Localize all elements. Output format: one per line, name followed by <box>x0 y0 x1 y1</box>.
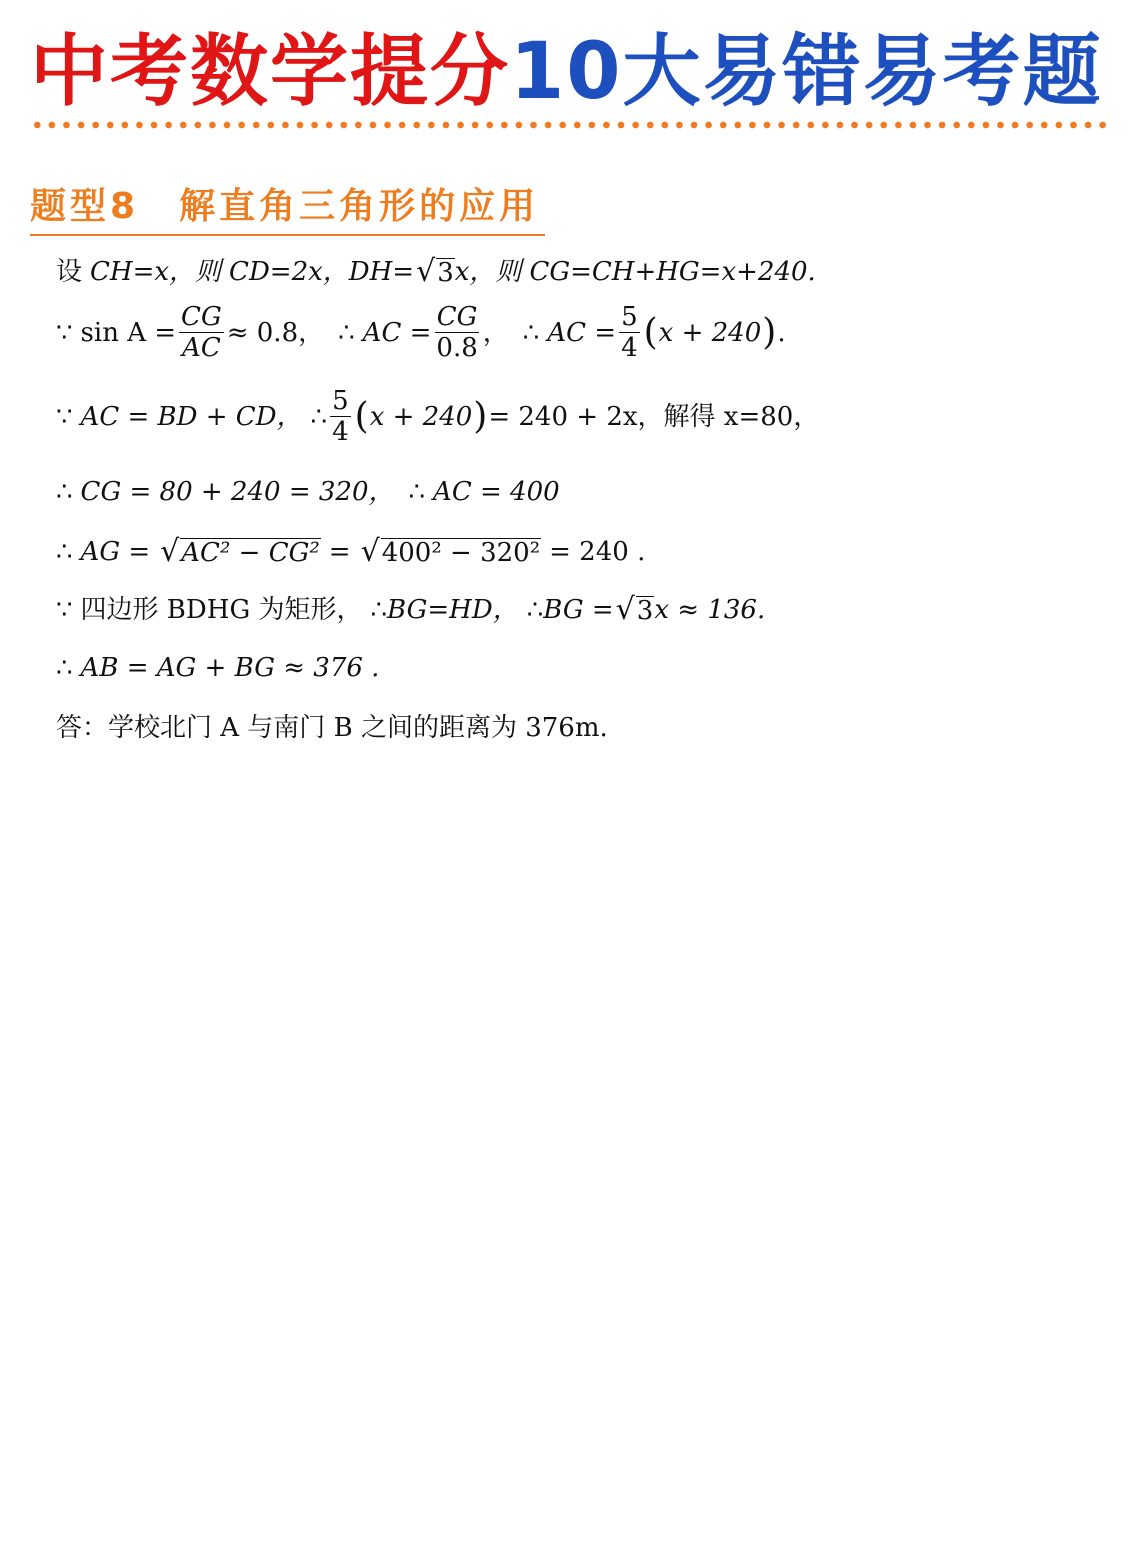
because-symbol: ∵ <box>56 401 73 432</box>
text-comma: ， <box>482 317 509 348</box>
therefore-symbol: ∴ <box>56 653 73 683</box>
therefore-symbol: ∴ <box>310 401 328 432</box>
text-x-240: x + 240 <box>658 317 762 348</box>
text-equals: = <box>328 537 351 567</box>
text-bg-eq: BG = <box>543 595 614 625</box>
text-sin-a: sin A = <box>80 317 177 348</box>
section-label: 题型8 <box>30 186 140 227</box>
title-blue-part: 10大易错易考题 <box>510 27 1103 117</box>
text-she: 设 <box>56 257 83 287</box>
fraction-5-4: $\frac{5}{4}$ <box>332 386 349 447</box>
text-ab-result: AB = AG + BG ≈ 376 . <box>80 653 380 683</box>
solution-line-2: ∵ sin A = $\frac{CG}{AC}$ ≈ 0.8， ∴ AC = $\frac{CG}{0.8}$ ， ∴ AC = $\frac{5}{4}$ ( x + 240 ) . <box>56 302 786 363</box>
text-ac-eq-2: AC = <box>547 317 617 348</box>
text-x-then: x，则 <box>454 257 522 287</box>
text-cd-2x: CD=2x，DH= <box>229 257 415 287</box>
text-cg-value: CG = 80 + 240 = 320， <box>80 477 395 507</box>
text-approx: ≈ 0.8， <box>226 317 325 348</box>
solution-line-4 <box>56 470 560 514</box>
text-answer: 答：学校北门 A 与南门 B 之间的距离为 376m. <box>56 713 608 743</box>
text-bg-hd: BG=HD， <box>387 595 519 625</box>
text-ac-eq: AC = <box>362 317 432 348</box>
therefore-symbol: ∴ <box>56 477 73 507</box>
solution-line-5 <box>56 530 645 574</box>
therefore-symbol: ∴ <box>370 595 388 625</box>
text-ac-bd-cd: AC = BD + CD， <box>80 401 303 432</box>
solution-line-1 <box>56 250 816 294</box>
text-bg-approx: x ≈ 136. <box>654 595 766 625</box>
fraction-cg-ac: $\frac{CG}{AC}$ <box>181 302 222 363</box>
because-symbol: ∵ <box>56 595 73 625</box>
text-solve-x: = 240 + 2x，解得 x=80， <box>488 401 820 432</box>
therefore-symbol: ∴ <box>522 317 540 348</box>
sqrt-ac-cg: √ AC² − CG² <box>160 534 320 569</box>
sqrt-400-320: √ 400² − 320² <box>360 534 541 569</box>
title-red-part: 中考数学提分 <box>30 27 511 117</box>
text-x-240: x + 240 <box>369 401 473 432</box>
solution-line-3: ∵ AC = BD + CD， ∴ $\frac{5}{4}$ ( x + 240 ) = 240 + 2x，解得 x=80， <box>56 386 820 447</box>
page-title <box>30 22 1120 122</box>
fraction-cg-08: $\frac{CG}{0.8}$ <box>436 302 478 363</box>
text-ag-result: = 240 . <box>549 537 646 567</box>
text-ac-value: AC = 400 <box>433 477 560 507</box>
sqrt-3: √ 3 <box>416 254 454 289</box>
therefore-symbol: ∴ <box>526 595 544 625</box>
therefore-symbol: ∴ <box>338 317 355 348</box>
section-heading <box>30 180 545 236</box>
solution-line-6 <box>56 588 765 632</box>
answer-line <box>56 706 608 750</box>
section-name: 解直角三角形的应用 <box>179 186 540 227</box>
therefore-symbol: ∴ <box>408 477 426 507</box>
dotted-divider <box>30 120 1106 130</box>
text-ch-x: CH=x，则 <box>90 257 222 287</box>
fraction-5-4: $\frac{5}{4}$ <box>621 302 638 363</box>
text-period: . <box>777 317 786 348</box>
because-symbol: ∵ <box>56 317 73 348</box>
text-ag-eq: AG = <box>80 537 151 567</box>
sqrt-3: √ 3 <box>615 592 654 627</box>
therefore-symbol: ∴ <box>56 537 73 567</box>
solution-line-7 <box>56 646 379 690</box>
text-rectangle: 四边形 BDHG 为矩形， <box>80 595 363 625</box>
text-cg-sum: CG=CH+HG=x+240. <box>529 257 816 287</box>
